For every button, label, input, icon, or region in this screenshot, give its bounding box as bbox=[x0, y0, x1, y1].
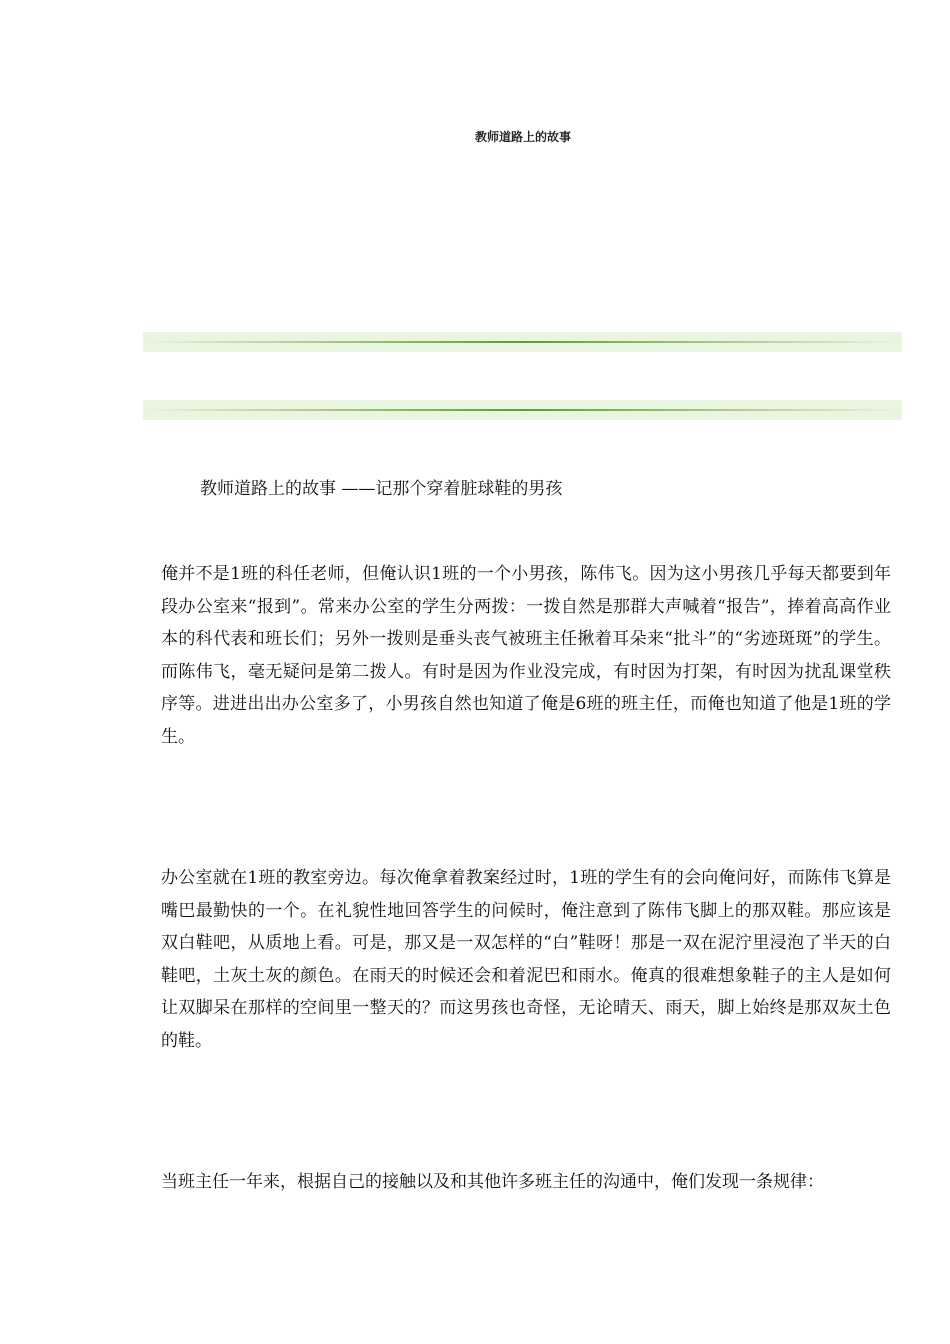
divider-line bbox=[143, 341, 902, 343]
green-divider bbox=[143, 400, 902, 420]
paragraph: 俺并不是1班的科任老师，但俺认识1班的一个小男孩，陈伟飞。因为这小男孩几乎每天都要到年段办公室来“报到”。常来办公室的学生分两拨：一拨自然是那群大声喊着“报告”，捧着高高作业本的科代表和班长们；另外一拨则是垂头丧气被班主任揪着耳朵来“批斗”的“劣迹斑斑”的学生。而陈伟飞，毫无疑问是第二拨人。有时是因为作业没完成，有时因为打架，有时因为扰乱课堂秩序等。进进出出办公室多了，小男孩自然也知道了俺是6班的班主任，而俺也知道了他是1班的学生。 bbox=[161, 564, 891, 747]
green-divider bbox=[143, 332, 902, 352]
paragraph: 当班主任一年来，根据自己的接触以及和其他许多班主任的沟通中，俺们发现一条规律： bbox=[161, 1172, 824, 1192]
header-title: 教师道路上的故事 bbox=[474, 130, 571, 144]
divider-line bbox=[143, 409, 902, 411]
article-title: 教师道路上的故事 ——记那个穿着脏球鞋的男孩 bbox=[200, 479, 563, 499]
paragraph: 办公室就在1班的教室旁边。每次俺拿着教案经过时，1班的学生有的会向俺问好，而陈伟飞算是嘴巴最勤快的一个。在礼貌性地回答学生的问候时，俺注意到了陈伟飞脚上的那双鞋。那应该是双白鞋吧，从质地上看。可是，那又是一双怎样的“白”鞋呀！那是一双在泥泞里浸泡了半天的白鞋吧，土灰土灰的颜色。在雨天的时候还会和着泥巴和雨水。俺真的很难想象鞋子的主人是如何让双脚呆在那样的空间里一整天的？而这男孩也奇怪，无论晴天、雨天，脚上始终是那双灰土色的鞋。 bbox=[161, 868, 891, 1051]
